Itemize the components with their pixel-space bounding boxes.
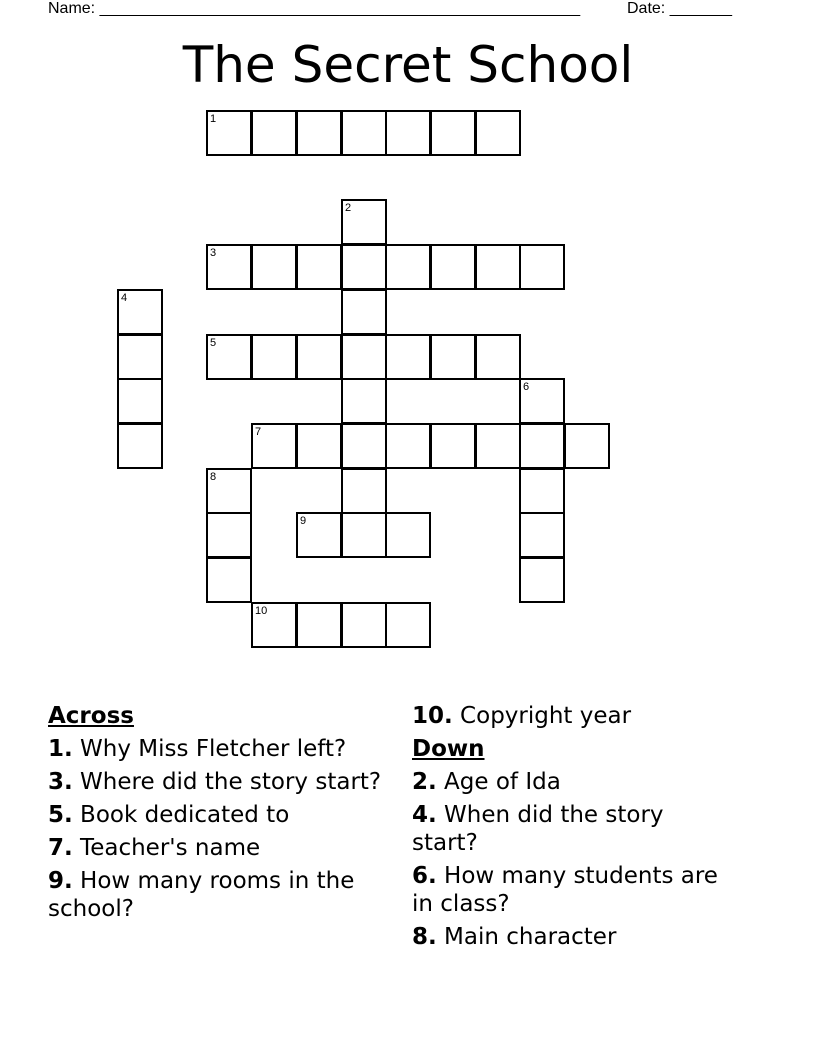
grid-cell[interactable] bbox=[341, 289, 387, 335]
clue-item bbox=[48, 735, 388, 763]
clue-item bbox=[48, 801, 388, 829]
clue-number: 10. bbox=[412, 703, 453, 729]
clue-text: How many students are in class? bbox=[412, 863, 718, 917]
clue-text: How many rooms in the school? bbox=[48, 868, 355, 922]
grid-cell[interactable] bbox=[251, 244, 297, 290]
grid-cell[interactable] bbox=[475, 110, 521, 156]
page-title: The Secret School bbox=[182, 36, 634, 94]
grid-cell[interactable] bbox=[341, 468, 387, 514]
grid-cell[interactable] bbox=[296, 602, 342, 648]
clue-number: 5 bbox=[210, 337, 217, 349]
grid-cell[interactable] bbox=[117, 334, 163, 380]
grid-cell[interactable] bbox=[475, 244, 521, 290]
grid-cell[interactable] bbox=[430, 334, 476, 380]
grid-cell[interactable] bbox=[519, 512, 565, 558]
grid-cell[interactable] bbox=[564, 423, 610, 469]
clue-item bbox=[412, 702, 732, 730]
grid-cell[interactable] bbox=[251, 334, 297, 380]
clue-number: 10 bbox=[255, 605, 268, 617]
grid-cell[interactable] bbox=[385, 244, 431, 290]
grid-cell[interactable] bbox=[206, 334, 252, 380]
grid-cell[interactable] bbox=[341, 602, 387, 648]
clue-number: 5. bbox=[48, 802, 73, 828]
clue-item bbox=[412, 801, 732, 857]
grid-cell[interactable] bbox=[251, 602, 297, 648]
clue-number: 8. bbox=[412, 924, 437, 950]
clue-number: 7 bbox=[255, 426, 262, 438]
clues-column-left bbox=[48, 702, 388, 928]
clue-text: Where did the story start? bbox=[72, 769, 382, 795]
grid-cell[interactable] bbox=[519, 244, 565, 290]
grid-cell[interactable] bbox=[206, 468, 252, 514]
grid-cell[interactable] bbox=[430, 244, 476, 290]
clue-number: 1 bbox=[210, 113, 217, 125]
clue-text: Copyright year bbox=[452, 703, 632, 729]
grid-cell[interactable] bbox=[206, 110, 252, 156]
grid-cell[interactable] bbox=[296, 334, 342, 380]
clue-item bbox=[412, 923, 732, 951]
grid-cell[interactable] bbox=[251, 423, 297, 469]
grid-cell[interactable] bbox=[385, 110, 431, 156]
grid-cell[interactable] bbox=[117, 423, 163, 469]
clue-number: 4 bbox=[121, 292, 128, 304]
clue-number: 6. bbox=[412, 863, 437, 889]
clue-number: 8 bbox=[210, 471, 217, 483]
grid-cell[interactable] bbox=[296, 423, 342, 469]
clue-item bbox=[48, 867, 388, 923]
grid-cell[interactable] bbox=[341, 378, 387, 424]
grid-cell[interactable] bbox=[430, 110, 476, 156]
grid-cell[interactable] bbox=[117, 378, 163, 424]
clue-number: 7. bbox=[48, 835, 73, 861]
date-field-label: Date: _______ bbox=[627, 0, 732, 17]
grid-cell[interactable] bbox=[385, 334, 431, 380]
clue-section-heading: Down bbox=[412, 736, 485, 762]
grid-cell[interactable] bbox=[341, 199, 387, 245]
grid-cell[interactable] bbox=[341, 334, 387, 380]
grid-cell[interactable] bbox=[385, 512, 431, 558]
clue-item bbox=[48, 768, 388, 796]
grid-cell[interactable] bbox=[385, 423, 431, 469]
grid-cell[interactable] bbox=[341, 423, 387, 469]
grid-cell[interactable] bbox=[251, 110, 297, 156]
clue-number: 4. bbox=[412, 802, 437, 828]
clue-text: When did the story start? bbox=[412, 802, 664, 856]
clue-item bbox=[48, 834, 388, 862]
grid-cell[interactable] bbox=[296, 244, 342, 290]
clue-text: Book dedicated to bbox=[72, 802, 290, 828]
grid-cell[interactable] bbox=[296, 110, 342, 156]
clue-number: 2. bbox=[412, 769, 437, 795]
clue-number: 1. bbox=[48, 736, 73, 762]
clue-number: 9 bbox=[300, 515, 307, 527]
grid-cell[interactable] bbox=[475, 334, 521, 380]
grid-cell[interactable] bbox=[430, 423, 476, 469]
clues-column-right bbox=[412, 702, 732, 956]
clue-text: Teacher's name bbox=[72, 835, 261, 861]
grid-cell[interactable] bbox=[206, 512, 252, 558]
clue-number: 2 bbox=[345, 202, 352, 214]
clue-text: Main character bbox=[436, 924, 617, 950]
grid-cell[interactable] bbox=[341, 512, 387, 558]
clue-number: 3. bbox=[48, 769, 73, 795]
grid-cell[interactable] bbox=[206, 557, 252, 603]
name-field-label: Name: ______________________________________________________ bbox=[48, 0, 581, 17]
grid-cell[interactable] bbox=[519, 557, 565, 603]
grid-cell[interactable] bbox=[341, 244, 387, 290]
clue-item bbox=[412, 862, 732, 918]
grid-cell[interactable] bbox=[475, 423, 521, 469]
grid-cell[interactable] bbox=[117, 289, 163, 335]
grid-cell[interactable] bbox=[385, 602, 431, 648]
grid-cell[interactable] bbox=[519, 423, 565, 469]
grid-cell[interactable] bbox=[206, 244, 252, 290]
clue-section-heading: Across bbox=[48, 703, 134, 729]
grid-cell[interactable] bbox=[519, 378, 565, 424]
clue-number: 3 bbox=[210, 247, 217, 259]
grid-cell[interactable] bbox=[296, 512, 342, 558]
clue-text: Why Miss Fletcher left? bbox=[72, 736, 347, 762]
clue-number: 6 bbox=[523, 381, 530, 393]
clue-text: Age of Ida bbox=[436, 769, 561, 795]
clue-number: 9. bbox=[48, 868, 73, 894]
grid-cell[interactable] bbox=[519, 468, 565, 514]
clue-item bbox=[412, 768, 732, 796]
grid-cell[interactable] bbox=[341, 110, 387, 156]
